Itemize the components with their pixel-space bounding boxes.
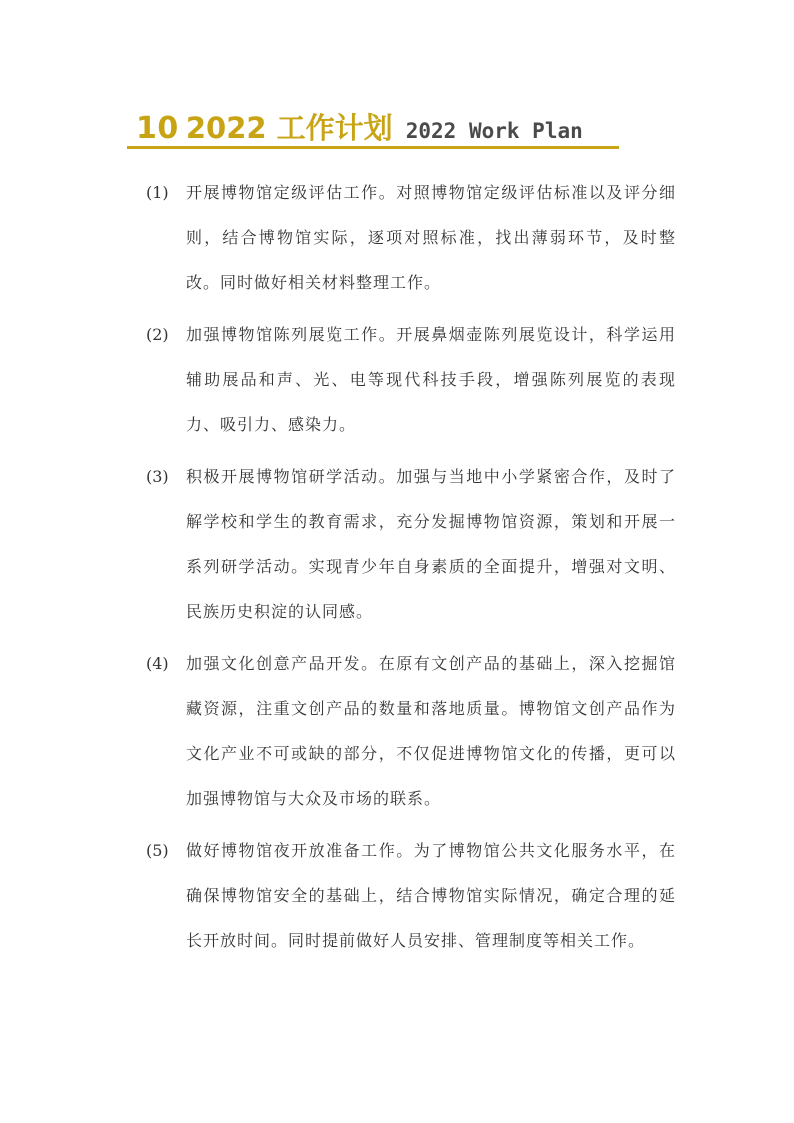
heading-underline (127, 146, 619, 149)
plan-item-1 (146, 170, 676, 305)
plan-item-3 (146, 454, 676, 634)
plan-item-2 (146, 312, 676, 447)
item-marker: (4) (146, 654, 169, 673)
section-heading (136, 106, 583, 150)
item-text: 加强文化创意产品开发。在原有文创产品的基础上，深入挖掘馆藏资源，注重文创产品的数量和落地质量。博物馆文创产品作为文化产业不可或缺的部分，不仅促进博物馆文化的传播，更可以加强博物馆与大众及市场的联系。 (186, 654, 676, 808)
item-text: 积极开展博物馆研学活动。加强与当地中小学紧密合作，及时了解学校和学生的教育需求，充分发掘博物馆资源，策划和开展一系列研学活动。实现青少年自身素质的全面提升，增强对文明、民族历史积淀的认同感。 (186, 467, 676, 621)
item-marker: (2) (146, 325, 169, 344)
item-marker: (1) (146, 183, 169, 202)
item-text: 开展博物馆定级评估工作。对照博物馆定级评估标准以及评分细则，结合博物馆实际，逐项对照标准，找出薄弱环节，及时整改。同时做好相关材料整理工作。 (186, 183, 676, 292)
item-text: 做好博物馆夜开放准备工作。为了博物馆公共文化服务水平，在确保博物馆安全的基础上，结合博物馆实际情况，确定合理的延长开放时间。同时提前做好人员安排、管理制度等相关工作。 (186, 841, 676, 950)
item-text: 加强博物馆陈列展览工作。开展鼻烟壶陈列展览设计，科学运用辅助展品和声、光、电等现代科技手段，增强陈列展览的表现力、吸引力、感染力。 (186, 325, 676, 434)
section-title-cn: 2022 工作计划 (185, 111, 393, 145)
plan-list (146, 170, 676, 970)
item-marker: (5) (146, 841, 169, 860)
plan-item-5 (146, 828, 676, 963)
section-number: 10 (136, 111, 179, 146)
section-title-en: 2022 Work Plan (405, 119, 583, 143)
plan-item-4 (146, 641, 676, 821)
item-marker: (3) (146, 467, 169, 486)
